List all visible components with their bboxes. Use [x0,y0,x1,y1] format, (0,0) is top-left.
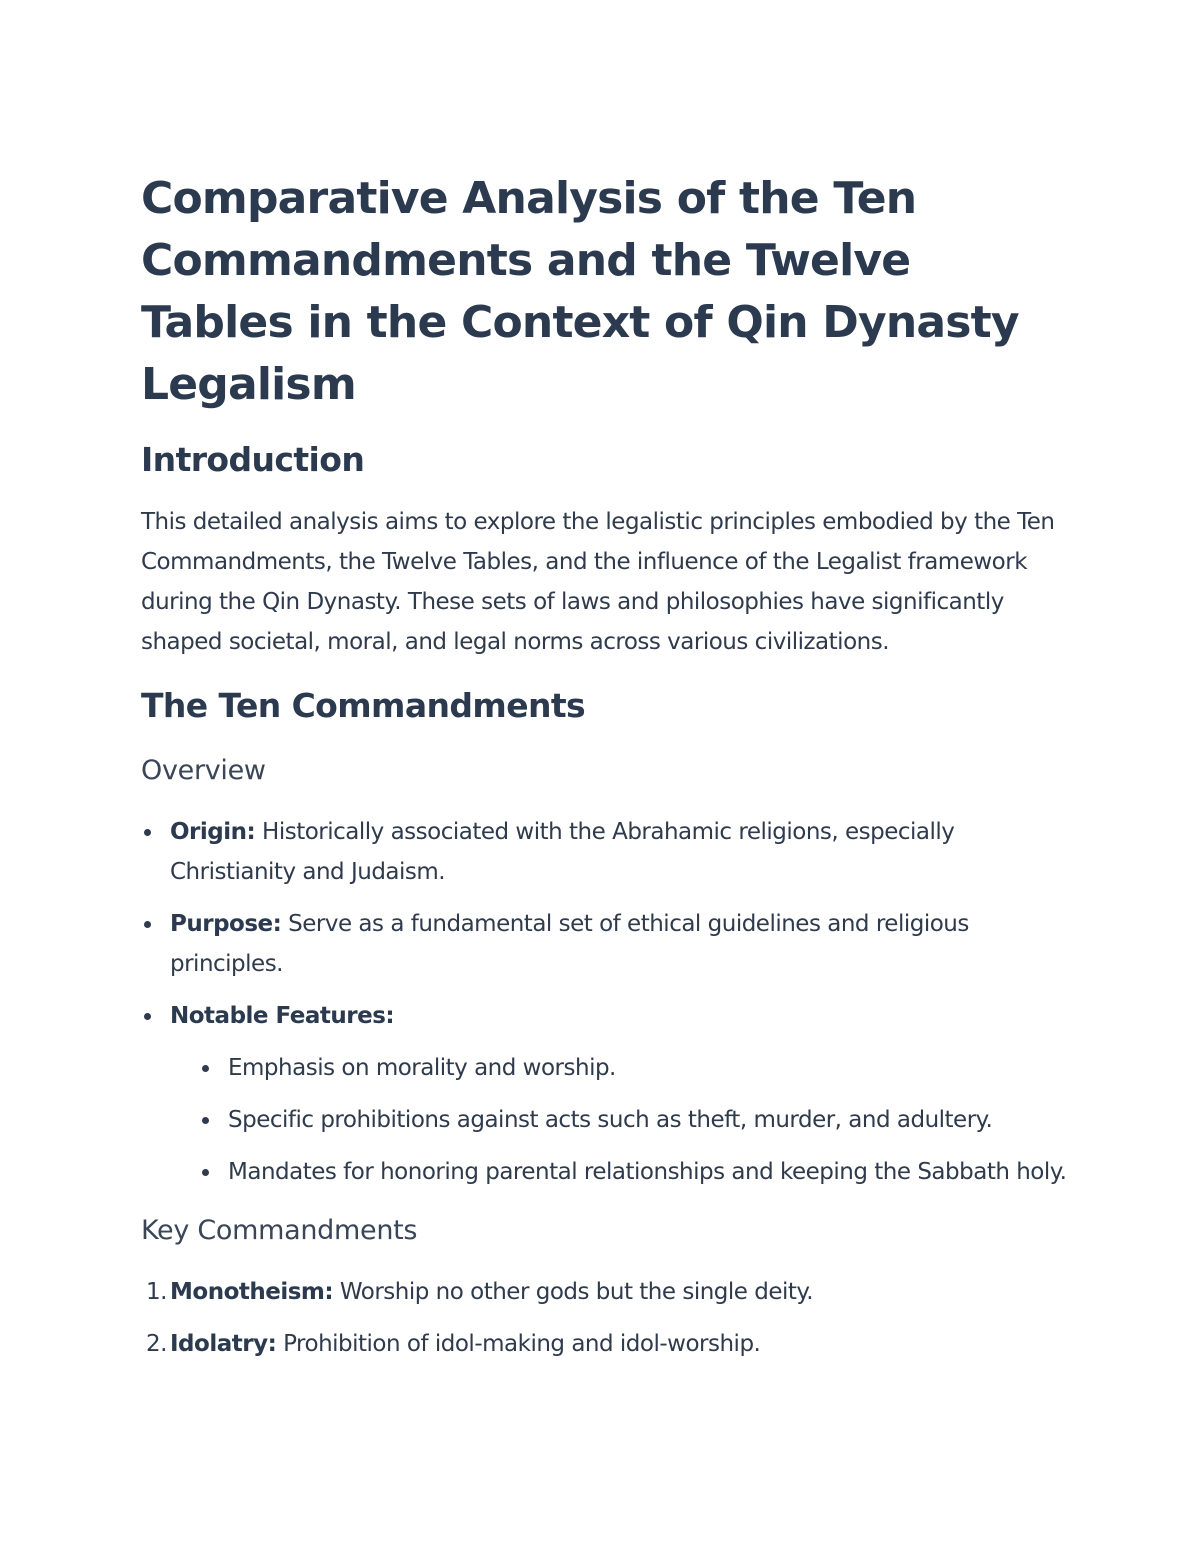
key-commandments-list [141,1272,1071,1364]
list-item-label: Purpose [170,911,273,937]
overview-heading: Overview [141,755,266,786]
overview-list [141,812,1071,1192]
list-item-separator: : [267,1331,277,1357]
introduction-paragraph: This detailed analysis aims to explore the legalistic principles embodied by the Ten Commandments, the Twelve Tables, and the influence of the Legalist framework during the Qin Dynasty. These sets of laws and philosophies have significantly shaped societal, moral, and legal norms across various civilizations. [141,509,1055,655]
list-item-text: Serve as a fundamental set of ethical guidelines and religious principles. [170,911,969,977]
list-item-text: Historically associated with the Abrahamic religions, especially Christianity and Judaism. [170,819,955,885]
sub-list-item: Emphasis on morality and worship. [199,1048,1071,1088]
key-commandments-heading: Key Commandments [141,1215,418,1246]
document-content [141,168,1071,1364]
list-number: 2. [146,1331,167,1357]
list-item-label: Notable Features [170,1003,386,1029]
list-item-separator: : [272,911,282,937]
list-item-separator: : [324,1279,334,1305]
list-number: 1. [146,1279,167,1305]
document-title: Comparative Analysis of the Ten Commandments and the Twelve Tables in the Context of Qin Dynasty Legalism [141,173,1019,410]
list-item-purpose [141,904,1071,984]
list-item-separator: : [385,1003,395,1029]
numbered-list-item [141,1272,1071,1312]
ten-commandments-heading: The Ten Commandments [141,686,586,725]
notable-features-list [170,1048,1071,1192]
introduction-heading: Introduction [141,440,365,479]
list-item-text: Prohibition of idol-making and idol-worship. [276,1331,761,1357]
sub-list-item: Mandates for honoring parental relationships and keeping the Sabbath holy. [199,1152,1071,1192]
list-item-notable-features [141,996,1071,1192]
list-item-text: Worship no other gods but the single deity. [333,1279,814,1305]
sub-list-item: Specific prohibitions against acts such as theft, murder, and adultery. [199,1100,1071,1140]
numbered-list-item [141,1324,1071,1364]
list-item-label: Idolatry [170,1331,268,1357]
list-item-label: Monotheism [170,1279,325,1305]
list-item-label: Origin [170,819,247,845]
list-item-separator: : [246,819,256,845]
list-item-origin [141,812,1071,892]
